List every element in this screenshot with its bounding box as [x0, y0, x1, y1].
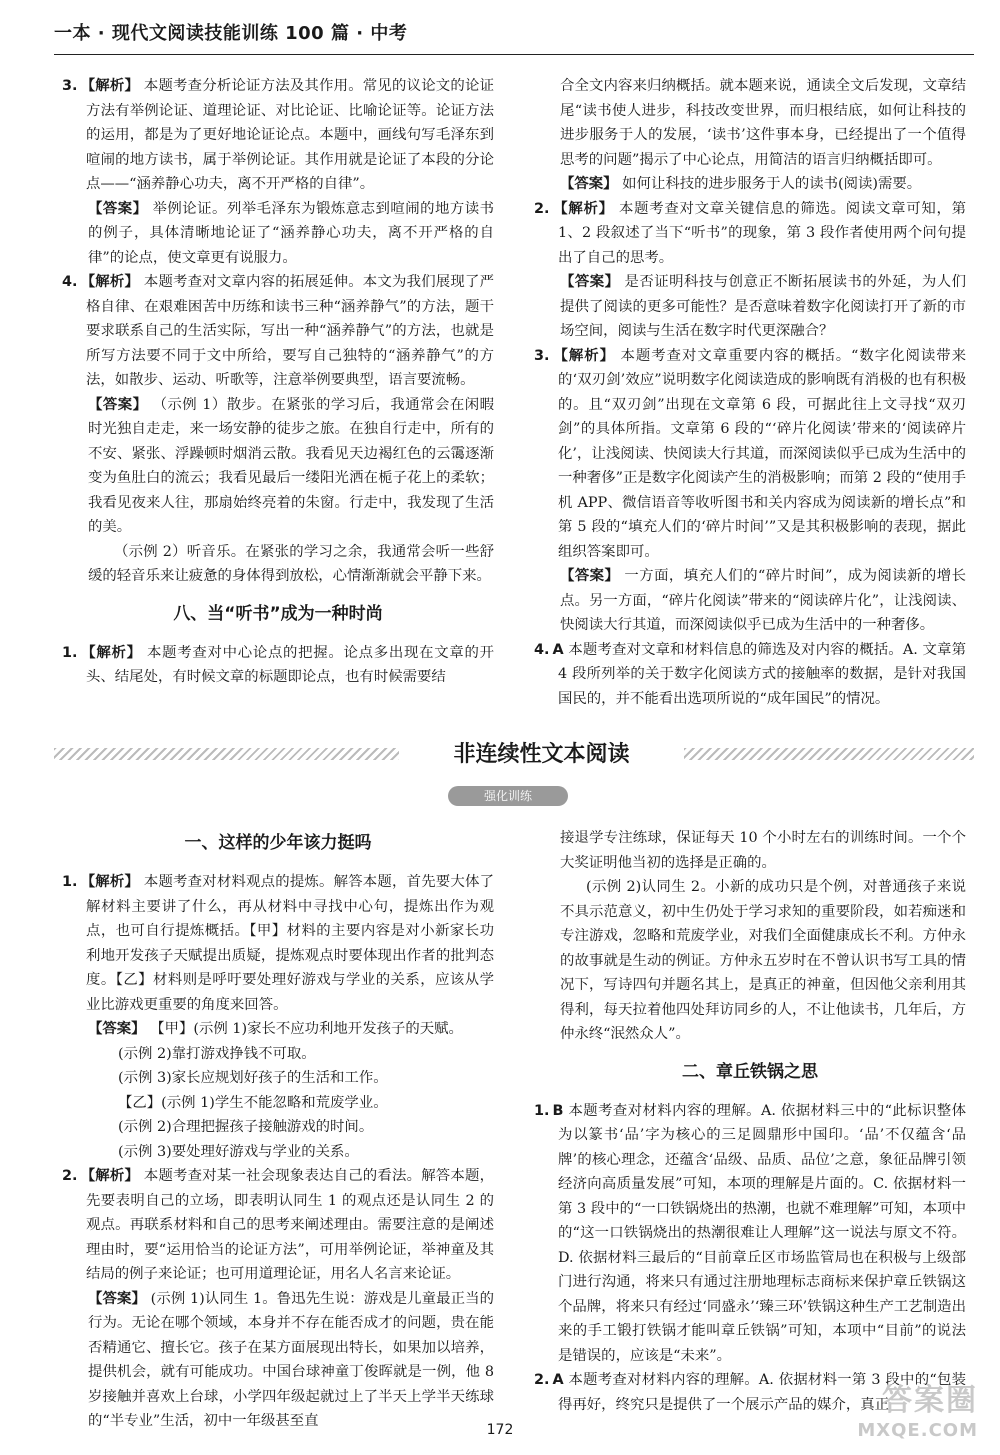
analysis-s8-q4: 4. A 本题考查对文章和材料信息的筛选及对内容的概括。A. 文章第 4 段所列举的关于数字化阅读方式的接触率的数据，是针对我国国民的，并不能看出选项所说的“成年国民”的情况。 [534, 641, 967, 707]
page-number: 172 [486, 1422, 514, 1438]
right-column-top [534, 74, 966, 711]
answer-q4: 【答案】 （示例 1）散步。在紧张的学习后，我通常会在闲暇时光独自走走，来一场安静的徒步之旅。在独自行走中，所有的不安、紧张、浮躁顿时烟消云散。我看见天边褐红色的云霭逐渐变为鱼肚白的流云；我看见最后一缕阳光洒在栀子花上的柔软；我看见夜来人往，那扇始终亮着的朱窗。行走中，我发现了生活的美。 [88, 396, 494, 535]
analysis-s8-q2: 2. 【解析】 本题考查对文章关键信息的筛选。阅读文章可知，第 1、2 段叙述了当下“听书”的现象，第 3 段作者使用两个问句提出了自己的思考。 [534, 200, 966, 266]
answer-q3: 【答案】 举例论证。列举毛泽东为锻炼意志到喧闹的地方读书的例子，具体清晰地论证了“涵养静心功夫，离不开严格的自律”的论点，使文章更有说服力。 [88, 200, 494, 266]
answer-s8-q2: 【答案】 是否证明科技与创意正不断拓展读书的外延，为人们提供了阅读的更多可能性？是否意味着数字化阅读打开了新的市场空间，阅读与生活在数字时代更深融合？ [560, 274, 966, 339]
answer-b-q2: 【答案】 (示例 1)认同生 1。鲁迅先生说：游戏是儿童最正当的行为。无论在哪个领域，本身并不存在能否成才的问题，贵在能否精通它、擅长它。孩子在某方面展现出特长，如果加以培养，提供机会，就有可能成功。中国台球神童丁俊晖就是一例，他 8 岁接触并喜欢上台球，小学四年级起就过上了半天上学半天练球的“半专业”生活，初中一年级甚至直 [88, 1290, 494, 1429]
analysis-b-q2: 2. 【解析】 本题考查对某一社会现象表达自己的看法。解答本题，先要表明自己的立场，即表明认同生 1 的观点还是认同生 2 的观点。再联系材料和自己的思考来阐述理由。需要注意的是阐述理由时，要“运用恰当的论证方法”，可用举例论证，举神童及其结局的例子来论证；也可用道理论证，用名人名言来论证。 [62, 1168, 494, 1282]
answer-b-q1-line5: (示例 2)合理把握孩子接触游戏的时间。 [118, 1119, 374, 1135]
training-badge: 强化训练 [448, 786, 568, 806]
answer-b-q1-line3: (示例 3)家长应规划好孩子的生活和工作。 [118, 1070, 388, 1086]
answer-b-q1-line4: 【乙】(示例 1)学生不能忽略和荒废学业。 [118, 1094, 388, 1111]
banner-hatch-left [54, 748, 399, 760]
answer-q4-example-2: （示例 2）听音乐。在紧张的学习之余，我通常会听一些舒缓的轻音乐来让疲惫的身体得到放松，心情渐渐就会平静下来。 [88, 543, 494, 584]
answer-s8-q1: 【答案】 如何让科技的进步服务于人的读书(阅读)需要。 [560, 176, 922, 192]
answer-s8-q3: 【答案】 一方面，填充人们的“碎片时间”，成为阅读新的增长点。另一方面，“碎片化阅读”带来的“阅读碎片化”，让浅阅读、快阅读大行其道，而深阅读似乎已成为生活中的一种奢侈。 [560, 568, 966, 633]
page-header [54, 20, 974, 60]
answer-b-q1: 【答案】 【甲】(示例 1)家长不应功利地开发孩子的天赋。 [88, 1021, 463, 1037]
section-title-2: 二、章丘铁锅之思 [682, 1061, 818, 1082]
banner-hatch-right [684, 748, 974, 760]
watermark-url: MXQE.COM [857, 1420, 978, 1441]
watermark-text: 答案圈 [882, 1383, 978, 1418]
left-column-top [62, 74, 494, 690]
header-rule [54, 54, 974, 55]
analysis-s8-q3: 3. 【解析】 本题考查对文章重要内容的概括。“数字化阅读带来的‘双刃剑’效应”说明数字化阅读造成的影响既有消极的也有积极的。且“双刃剑”出现在文章第 6 段，可据此往上文寻找“双刃剑”的具体所指。文章第 6 段的“‘碎片化阅读’带来的‘阅读碎片化’，让浅阅读、快阅读大行其道，而深阅读似乎已成为生活中的一种奢侈”正是数字化阅读产生的消极影响；而第 2 段的“使用手机 APP、微信语音等收听图书和关内容成为阅读新的增长点”和第 5 段的“填充人们的‘碎片时间’”又是其积极影响的表现，据此组织答案即可。 [534, 347, 967, 560]
analysis-c-q1: 1. B 本题考查对材料内容的理解。A. 依据材料三中的“此标识整体为以篆书‘品’字为核心的三足圆鼎形中国印。‘品’不仅蕴含‘品牌’的核心理念，还蕴含‘品级、品质、品位’之意，象征品牌引领经济向高质量发展”可知，本项的理解是片面的。C. 依据材料一第 3 段中的“一口铁锅烧出的热潮，也就不难理解”可知，本项中的“这一口铁锅烧出的热潮很难让人理解”这一说法与原文不符。D. 依据材料三最后的“目前章丘区市场监管局也在积极与上级部门进行沟通，将来只有通过注册地理标志商标来保护章丘铁锅这个品牌，将来只有经过‘同盛永’‘臻三环’铁锅这种生产工艺制造出来的手工锻打铁锅才能叫章丘铁锅”可知，本项中“目前”的说法是错误的，应该是“未来”。 [534, 1102, 966, 1364]
answer-b-q2-example-2: (示例 2)认同生 2。小新的成功只是个例，对普通孩子来说不具示范意义，初中生仍处于学习求知的重要阶段，如若痴迷和专注游戏，忽略和荒废学业，对我们全面健康成长不利。方仲永的故事就是生动的例证。方仲永五岁时在不曾认识书写工具的情况下，写诗四句并题名其上，是真正的神童，但因他父亲利用其得利，每天拉着他四处拜访同乡的人，不让他读书，几年后，方仲永终“泯然众人”。 [560, 879, 966, 1042]
answer-b-q2-continued: 接退学专注练球，保证每天 10 个小时左右的训练时间。一个个大奖证明他当初的选择是正确的。 [560, 830, 966, 871]
section-banner [54, 736, 974, 774]
left-column-bottom [62, 826, 494, 1434]
watermark-logo [828, 1384, 978, 1444]
analysis-c-q2: 2. A 本题考查对材料内容的理解。A. 依据材料一第 3 段中的“包装得再好，终究只是提供了一个展示产品的媒介，真正 [534, 1372, 966, 1413]
analysis-b-q1: 1. 【解析】 本题考查对材料观点的提炼。解答本题，首先要大体了解材料主要讲了什么，再从材料中寻找中心句，提炼出作为观点，也可自行提炼概括。【甲】材料的主要内容是对小新家长功利地开发孩子天赋提出质疑，提炼观点时要体现出作者的批判态度。【乙】材料则是呼吁要处理好游戏与学业的关系，应该从学业比游戏更重要的角度来回答。 [62, 874, 494, 1013]
section-title-8: 八、当“听书”成为一种时尚 [173, 603, 383, 624]
analysis-s8-q1: 1. 【解析】 本题考查对中心论点的把握。论点多出现在文章的开头、结尾处，有时候文章的标题即论点，也有时候需要结 [62, 644, 494, 685]
analysis-q3: 3. 【解析】 本题考查分析论证方法及其作用。常见的议论文的论证方法有举例论证、道理论证、对比论证、比喻论证等。论证方法的运用，都是为了更好地论证论点。本题中，画线句写毛泽东到喧闹的地方读书，属于举例论证。其作用就是论证了本段的分论点——“涵养静心功夫，离不开严格的自律”。 [62, 78, 494, 192]
analysis-q4: 4. 【解析】 本题考查对文章内容的拓展延伸。本文为我们展现了严格自律、在艰难困苦中历练和读书三种“涵养静气”的方法，题干要求联系自己的生活实际，写出一种“涵养静气”的方法，也就是所写方法要不同于文中所给，要写自己独特的“涵养静气”的方法，如散步、运动、听歌等，注意举例要典型，语言要流畅。 [62, 274, 494, 388]
book-title: 一本 · 现代文阅读技能训练 100 篇 · 中考 [54, 23, 408, 44]
answer-b-q1-line2: (示例 2)靠打游戏挣钱不可取。 [118, 1045, 316, 1062]
analysis-continued: 合全文内容来归纳概括。就本题来说，通读全文后发现，文章结尾“读书使人进步，科技改变世界，而归根结底，如何让科技的进步服务于人的发展，‘读书’这件事本身，已经提出了一个值得思考的问题”揭示了中心论点，用简洁的语言归纳概括即可。 [560, 78, 966, 168]
banner-title: 非连续性文本阅读 [453, 742, 630, 767]
section-title-1: 一、这样的少年该力挺吗 [184, 833, 372, 853]
right-column-bottom [534, 826, 966, 1417]
answer-b-q1-line6: (示例 3)要处理好游戏与学业的关系。 [118, 1143, 359, 1160]
